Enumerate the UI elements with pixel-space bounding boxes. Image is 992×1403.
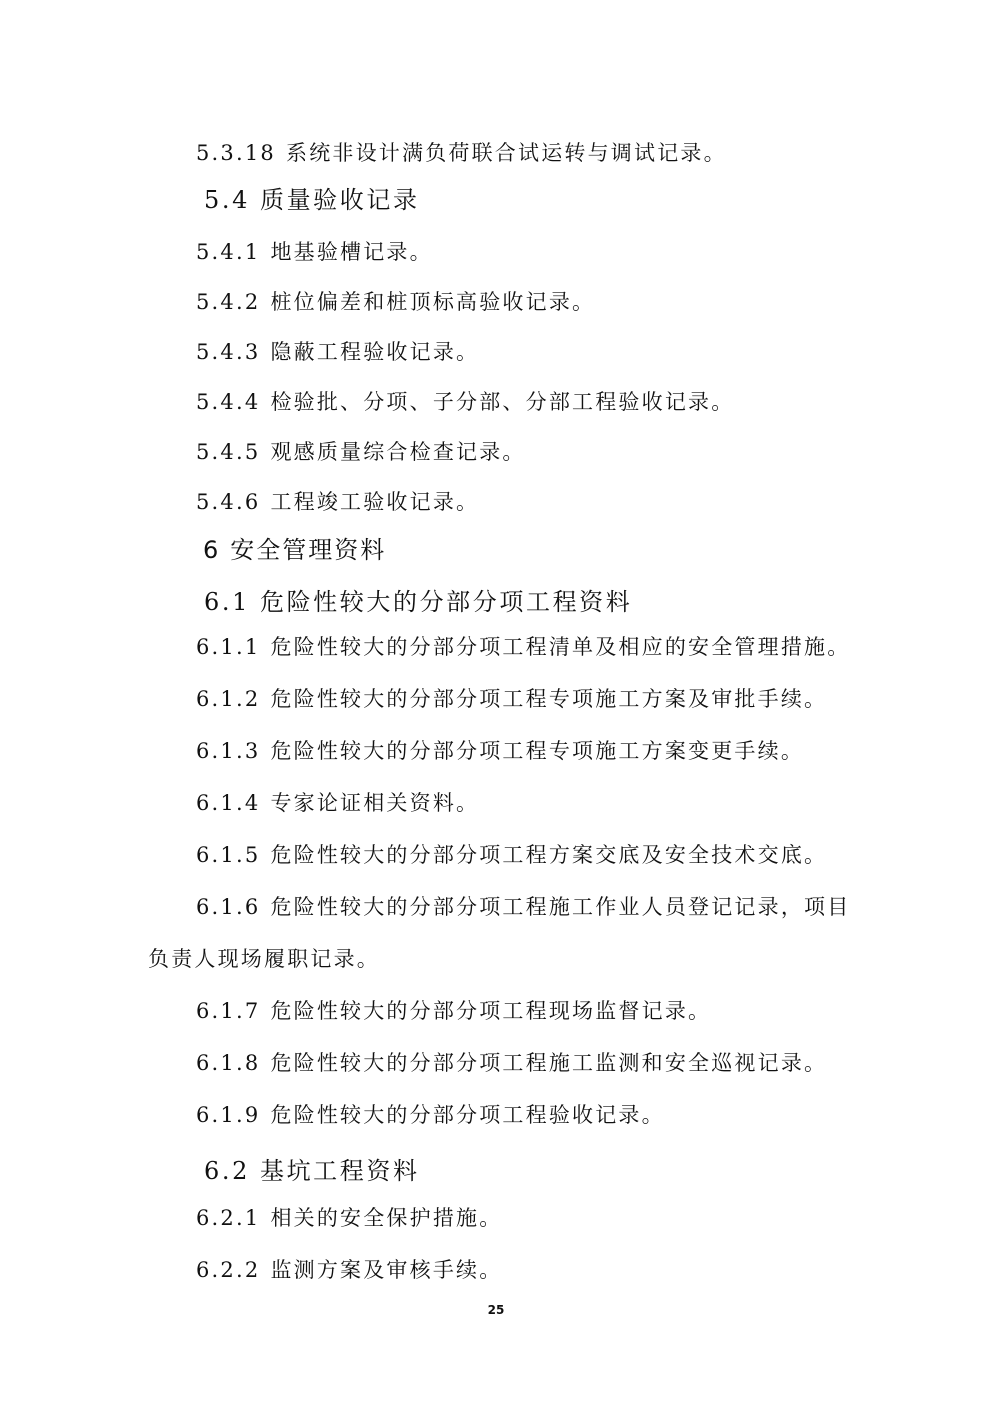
clause-number: 6.2.2 [196,1258,261,1282]
clause-6-2-2 [196,1255,502,1285]
clause-text: 监测方案及审核手续。 [270,1258,503,1282]
clause-number: 5.4.3 [196,340,261,364]
section-heading-6-1 [204,587,632,617]
clause-text: 危险性较大的分部分项工程清单及相应的安全管理措施。 [270,635,851,659]
clause-number: 6.1.9 [196,1103,261,1127]
clause-number: 6.1.3 [196,739,261,763]
clause-6-2-1 [196,1203,502,1233]
clause-6-1-3 [196,736,804,766]
clause-5-3-18 [196,138,727,168]
section-number: 6.1 [204,588,250,616]
clause-text: 工程竣工验收记录。 [270,490,480,514]
clause-text: 危险性较大的分部分项工程验收记录。 [270,1103,665,1127]
clause-number: 6.2.1 [196,1206,261,1230]
clause-text: 检验批、分项、子分部、分部工程验收记录。 [270,390,735,414]
clause-text: 危险性较大的分部分项工程施工监测和安全巡视记录。 [270,1051,828,1075]
clause-6-1-4 [196,788,479,818]
clause-5-4-5 [196,437,526,467]
clause-number: 6.1.6 [196,895,261,919]
clause-text: 危险性较大的分部分项工程专项施工方案及审批手续。 [270,687,828,711]
clause-6-1-1 [196,632,850,662]
clause-text: 桩位偏差和桩顶标高验收记录。 [270,290,596,314]
chapter-title: 安全管理资料 [230,536,387,564]
clause-text: 危险性较大的分部分项工程方案交底及安全技术交底。 [270,843,828,867]
clause-number: 6.1.7 [196,999,261,1023]
clause-5-4-1 [196,237,433,267]
clause-5-4-3 [196,337,479,367]
page-number: 25 [487,1303,505,1317]
clause-text-continuation: 负责人现场履职记录。 [148,947,380,971]
section-title: 危险性较大的分部分项工程资料 [259,588,633,616]
section-number: 6.2 [204,1157,250,1185]
clause-number: 5.4.6 [196,490,261,514]
section-number: 5.4 [204,186,250,214]
clause-number: 5.3.18 [196,141,276,165]
clause-text: 危险性较大的分部分项工程现场监督记录。 [270,999,712,1023]
clause-number: 6.1.1 [196,635,261,659]
chapter-heading-6 [203,535,386,565]
clause-number: 6.1.8 [196,1051,261,1075]
clause-text: 危险性较大的分部分项工程施工作业人员登记记录，项目 [270,895,851,919]
clause-5-4-6 [196,487,479,517]
clause-5-4-2 [196,287,595,317]
chapter-number: 6 [203,536,221,564]
clause-number: 5.4.2 [196,290,261,314]
clause-6-1-2 [196,684,827,714]
clause-6-1-6-continuation [148,944,380,974]
clause-number: 6.1.4 [196,791,261,815]
clause-number: 6.1.5 [196,843,261,867]
clause-text: 地基验槽记录。 [270,240,433,264]
clause-number: 6.1.2 [196,687,261,711]
clause-5-4-4 [196,387,734,417]
clause-number: 5.4.4 [196,390,261,414]
section-heading-6-2 [204,1156,420,1186]
clause-number: 5.4.5 [196,440,261,464]
clause-6-1-8 [196,1048,827,1078]
section-title: 质量验收记录 [259,186,420,214]
clause-text: 隐蔽工程验收记录。 [270,340,480,364]
clause-number: 5.4.1 [196,240,261,264]
section-title: 基坑工程资料 [259,1157,420,1185]
clause-6-1-7 [196,996,711,1026]
clause-text: 观感质量综合检查记录。 [270,440,526,464]
clause-text: 专家论证相关资料。 [270,791,480,815]
clause-6-1-5 [196,840,827,870]
clause-text: 相关的安全保护措施。 [270,1206,503,1230]
section-heading-5-4 [204,185,420,215]
clause-6-1-9 [196,1100,665,1130]
clause-6-1-6 [196,892,850,922]
clause-text: 危险性较大的分部分项工程专项施工方案变更手续。 [270,739,805,763]
clause-text: 系统非设计满负荷联合试运转与调试记录。 [286,141,727,165]
